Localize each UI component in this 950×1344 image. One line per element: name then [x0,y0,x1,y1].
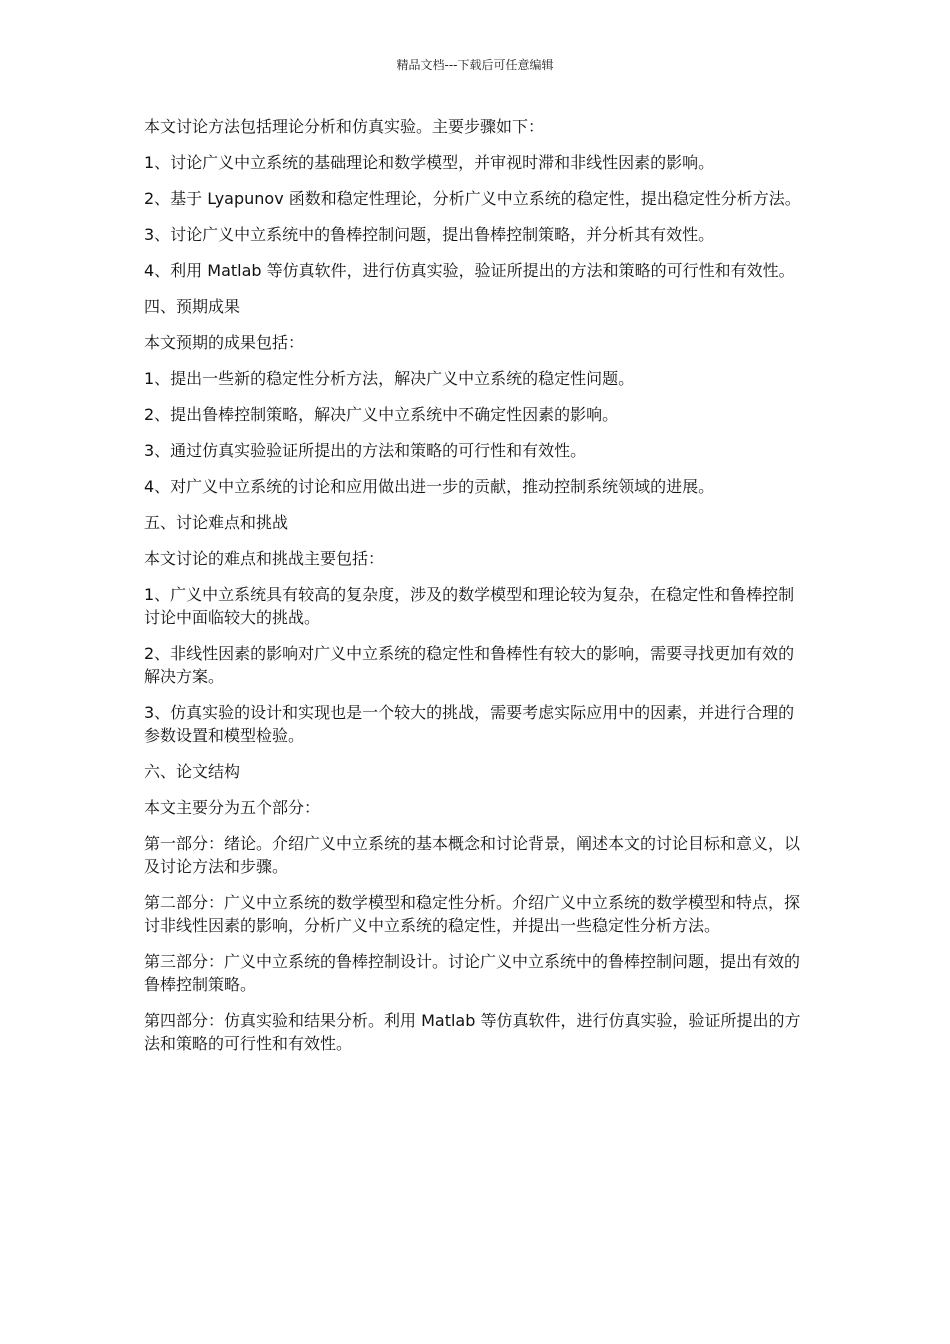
paragraph-part-4: 第四部分：仿真实验和结果分析。利用 Matlab 等仿真软件，进行仿真实验，验证所提出的方法和策略的可行性和有效性。 [144,1011,801,1053]
section-heading-challenges: 五、讨论难点和挑战 [144,513,289,532]
paragraph-step-3: 3、讨论广义中立系统中的鲁棒控制问题，提出鲁棒控制策略，并分析其有效性。 [144,225,715,244]
paragraph-challenge-2: 2、非线性因素的影响对广义中立系统的稳定性和鲁棒性有较大的影响，需要寻找更加有效的解决方案。 [144,644,795,686]
paragraph-part-3: 第三部分：广义中立系统的鲁棒控制设计。讨论广义中立系统中的鲁棒控制问题，提出有效的鲁棒控制策略。 [144,952,801,994]
paragraph-challenges-intro: 本文讨论的难点和挑战主要包括： [144,549,385,568]
page-header: 精品文档---下载后可任意编辑 [396,58,554,72]
paragraph-structure-intro: 本文主要分为五个部分： [144,798,321,817]
section-heading-structure: 六、论文结构 [144,762,241,781]
paragraph-result-1: 1、提出一些新的稳定性分析方法，解决广义中立系统的稳定性问题。 [144,369,635,388]
document-body [144,115,808,1068]
paragraph-method-intro: 本文讨论方法包括理论分析和仿真实验。主要步骤如下： [144,117,545,136]
paragraph-challenge-3: 3、仿真实验的设计和实现也是一个较大的挑战，需要考虑实际应用中的因素，并进行合理的参数设置和模型检验。 [144,703,795,745]
paragraph-result-3: 3、通过仿真实验验证所提出的方法和策略的可行性和有效性。 [144,441,587,460]
paragraph-part-2: 第二部分：广义中立系统的数学模型和稳定性分析。介绍广义中立系统的数学模型和特点，探讨非线性因素的影响，分析广义中立系统的稳定性，并提出一些稳定性分析方法。 [144,893,801,935]
paragraph-challenge-1: 1、广义中立系统具有较高的复杂度，涉及的数学模型和理论较为复杂，在稳定性和鲁棒控制讨论中面临较大的挑战。 [144,585,795,627]
paragraph-step-4: 4、利用 Matlab 等仿真软件，进行仿真实验，验证所提出的方法和策略的可行性和有效性。 [144,261,795,280]
section-heading-expected-results: 四、预期成果 [144,297,241,316]
paragraph-step-2: 2、基于 Lyapunov 函数和稳定性理论，分析广义中立系统的稳定性，提出稳定性分析方法。 [144,189,801,208]
paragraph-result-4: 4、对广义中立系统的讨论和应用做出进一步的贡献，推动控制系统领域的进展。 [144,477,715,496]
paragraph-part-1: 第一部分：绪论。介绍广义中立系统的基本概念和讨论背景，阐述本文的讨论目标和意义，以及讨论方法和步骤。 [144,834,801,876]
paragraph-step-1: 1、讨论广义中立系统的基础理论和数学模型，并审视时滞和非线性因素的影响。 [144,153,715,172]
paragraph-result-2: 2、提出鲁棒控制策略，解决广义中立系统中不确定性因素的影响。 [144,405,619,424]
paragraph-results-intro: 本文预期的成果包括： [144,333,305,352]
